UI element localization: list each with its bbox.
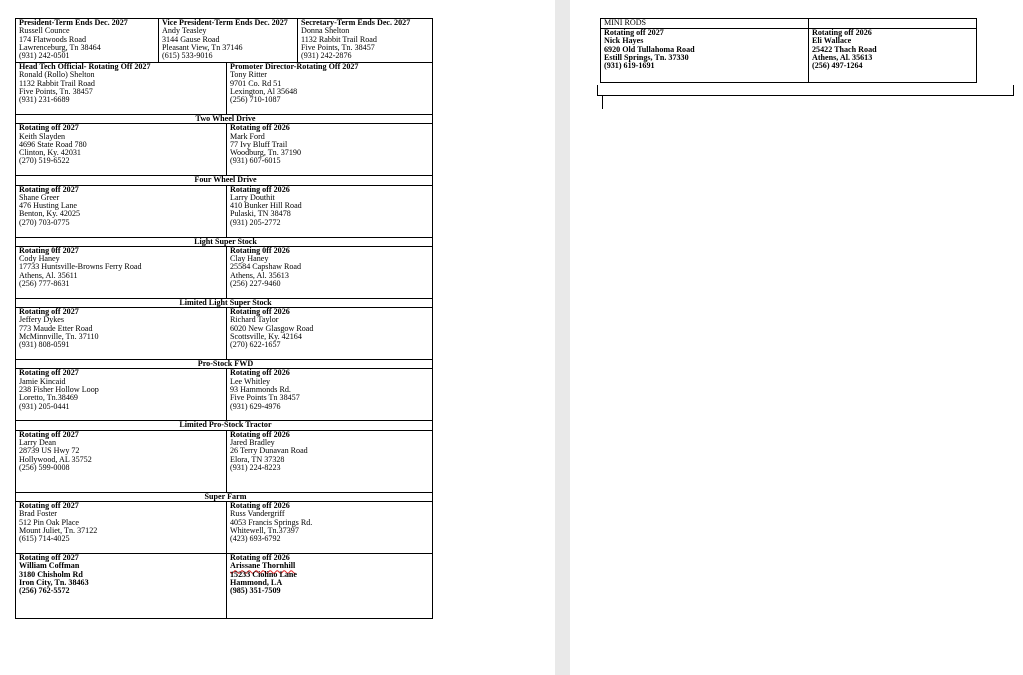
extra-left-title: Rotating off 2027 [19,553,79,563]
contact-name: Jared Bradley [230,438,275,448]
contact-name: Larry Dean [19,438,57,448]
contact-address: 410 Bunker Hill Road [230,201,302,211]
section-heading[interactable]: Super Farm [16,492,433,501]
extra-left-cell[interactable] [16,554,227,619]
contact-city: Hollywood, AL 35752 [19,454,92,464]
mini-rods-header-row [601,19,977,29]
contact-name: Clay Haney [230,254,269,264]
extra-right-cell[interactable] [227,554,433,619]
contact-city: Five Points Tn 38457 [230,393,300,403]
extra-contact-row [16,554,433,619]
contact-address: 28739 US Hwy 72 [19,446,80,456]
contact-address: 77 Ivy Bluff Trail [230,139,288,149]
contact-city: Loretto, Tn.38469 [19,393,78,403]
contact-phone: (256) 599-0008 [19,462,70,472]
section-right-cell[interactable] [227,502,433,554]
contact-city: Elora, TN 37328 [230,454,285,464]
rotation-title: Rotating off 2026 [230,307,290,317]
promoter-cell[interactable] [227,63,433,115]
section-left-cell[interactable] [16,246,227,298]
contact-name: Richard Taylor [230,315,279,325]
page-gap [555,0,570,675]
contact-name: Jeffery Dykes [19,315,65,325]
contact-phone: (931) 224-8223 [230,462,281,472]
extra-right-city: Hammond, LA [230,577,283,587]
promoter-city: Lexington, Al 35648 [230,86,298,96]
rotation-title: Rotating off 2027 [19,307,79,317]
contact-city: Athens, Al. 35611 [19,270,78,280]
contact-city: McMinnville, Tn. 37110 [19,332,99,342]
section-right-cell[interactable] [227,246,433,298]
secretary-title: Secretary-Term Ends Dec. 2027 [301,18,411,27]
mini-right-address: 25422 Thach Road [812,44,877,54]
mini-left-title: Rotating off 2027 [604,28,664,37]
contact-address: 476 Husting Lane [19,201,77,211]
contact-address: 17733 Huntsville-Browns Ferry Road [19,262,142,272]
president-address: 174 Flatwoods Road [19,34,86,44]
mini-right-title: Rotating off 2026 [812,28,872,37]
rotation-title: Rotating off 2027 [19,501,79,511]
promoter-phone: (256) 710-1087 [230,95,281,105]
contact-name: Keith Slayden [19,131,66,141]
section-contact-row [16,124,433,176]
section-heading[interactable]: Pro-Stock FWD [16,360,433,369]
contact-phone: (931) 607-6015 [230,156,281,166]
contact-name: Jamie Kincaid [19,376,66,386]
contact-name: Mark Ford [230,131,265,141]
contact-city: Scottsville, Ky. 42164 [230,332,302,342]
contact-address: 4696 State Road 780 [19,139,87,149]
vice-president-city: Pleasant View, Tn 37146 [162,42,243,52]
contact-address: 773 Maude Etter Road [19,323,93,333]
text-cursor [602,96,603,109]
president-city: Lawrenceburg, Tn 38464 [19,42,101,52]
section-left-cell[interactable] [16,124,227,176]
section-left-cell[interactable] [16,502,227,554]
secretary-address: 1132 Rabbit Trail Road [301,34,377,44]
section-heading[interactable]: Light Super Stock [16,237,433,246]
contact-city: Athens, Al. 35613 [230,270,289,280]
section-contact-row [16,369,433,421]
contact-name: Larry Douthit [230,192,275,202]
rotation-title: Rotating off 2027 [19,185,79,194]
section-contact-row [16,185,433,237]
section-contact-row [16,308,433,360]
contact-phone: (270) 519-6522 [19,156,70,166]
vice-president-cell[interactable] [159,19,298,63]
contact-address: 238 Fisher Hollow Loop [19,385,99,395]
officers-row [16,19,433,63]
contact-phone: (615) 714-4025 [19,534,70,544]
extra-left-address: 3180 Chisholm Rd [19,569,83,579]
contact-phone: (270) 703-0775 [19,217,70,227]
president-cell[interactable] [16,19,159,63]
president-title: President-Term Ends Dec. 2027 [19,18,128,27]
contact-name: Brad Foster [19,509,57,519]
mini-rods-row [601,29,977,83]
contact-name: Shane Greer [19,192,60,202]
extra-right-name: Arissane Thornhill [230,561,296,571]
vice-president-address: 3144 Gause Road [162,34,220,44]
head-tech-address: 1132 Rabbit Trail Road [19,78,95,88]
section-header-row [16,421,433,430]
section-right-cell[interactable] [227,369,433,421]
contact-city: Clinton, Ky. 42031 [19,148,81,158]
rotation-title: Rotating 0ff 2026 [230,246,290,255]
rotation-title: Rotating off 2026 [230,501,290,511]
vice-president-name: Andy Teasley [162,26,207,36]
contact-phone: (423) 693-6792 [230,534,281,544]
officers-table [15,18,433,619]
section-heading[interactable]: Limited Light Super Stock [16,298,433,307]
president-phone: (931) 242-0501 [19,51,70,61]
section-heading[interactable]: Two Wheel Drive [16,115,433,124]
contact-city: Benton, Ky. 42025 [19,209,81,219]
section-left-cell[interactable] [16,430,227,492]
section-right-cell[interactable] [227,430,433,492]
vice-president-title: Vice President-Term Ends Dec. 2027 [162,18,288,27]
rotation-title: Rotating off 2027 [19,430,79,439]
contact-address: 25584 Capshaw Road [230,262,302,272]
extra-right-title: Rotating off 2026 [230,553,290,563]
mini-rods-table [600,18,977,83]
mini-left-city: Estill Springs, Tn. 37330 [604,52,689,62]
head-tech-cell[interactable] [16,63,227,115]
mini-right-city: Athens, Al. 35613 [812,52,873,62]
promoter-name: Tony Ritter [230,70,267,80]
section-header-row [16,492,433,501]
contact-name: Russ Vandergriff [230,509,285,519]
section-contact-row [16,430,433,492]
section-left-cell[interactable] [16,369,227,421]
rotation-title: Rotating off 2026 [230,185,290,194]
section-header-row [16,176,433,185]
contact-phone: (931) 629-4976 [230,401,281,411]
contact-name: Lee Whitley [230,376,271,386]
contact-address: 26 Terry Dunavan Road [230,446,308,456]
contact-address: 512 Pin Oak Place [19,517,80,527]
contact-name: Cody Haney [19,254,60,264]
extra-left-city: Iron City, Tn. 38463 [19,577,89,587]
rotation-title: Rotating off 2027 [19,368,79,378]
rotation-title: Rotating off 2026 [230,368,290,378]
head-tech-phone: (931) 231-6689 [19,95,70,105]
section-header-row [16,115,433,124]
mini-rods-right-cell[interactable] [809,29,977,83]
section-heading[interactable]: Four Wheel Drive [16,176,433,185]
mini-rods-header-blank[interactable] [809,19,977,29]
section-header-row [16,237,433,246]
contact-address: 6020 New Glasgow Road [230,323,314,333]
contact-city: Whitewell, Tn.37397 [230,525,299,535]
extra-right-address: 15233 Ciolino Lane [230,569,298,579]
head-tech-name: Ronald (Rollo) Shelton [19,70,95,80]
section-contact-row [16,502,433,554]
mini-left-name: Nick Hayes [604,36,644,46]
contact-phone: (256) 777-8631 [19,279,70,289]
extra-left-phone: (256) 762-5572 [19,586,70,596]
extra-left-name: William Coffman [19,561,80,571]
contact-city: Mount Juliet, Tn. 37122 [19,525,98,535]
class-sections [16,115,433,554]
section-right-cell[interactable] [227,308,433,360]
head-tech-city: Five Points, Tn. 38457 [19,86,93,96]
secretary-phone: (931) 242-2876 [301,51,352,61]
rotation-title: Rotating off 2027 [19,123,79,133]
extra-right-phone: (985) 351-7509 [230,586,281,596]
section-left-cell[interactable] [16,185,227,237]
rotation-title: Rotating off 2026 [230,123,290,133]
head-tech-title: Head Tech Official- Rotating Off 2027 [19,62,151,71]
promoter-title: Promoter Director-Rotating Off 2027 [230,62,359,71]
contact-phone: (931) 808-0591 [19,340,70,350]
promoter-address: 9701 Co. Rd 51 [230,78,282,88]
mini-rods-header[interactable]: MINI RODS [601,19,809,29]
contact-phone: (931) 205-2772 [230,217,281,227]
section-left-cell[interactable] [16,308,227,360]
rotation-title: Rotating 0ff 2027 [19,246,79,255]
mini-right-phone: (256) 497-1264 [812,61,863,71]
contact-phone: (931) 205-0441 [19,401,70,411]
section-heading[interactable]: Limited Pro-Stock Tractor [16,421,433,430]
mini-left-phone: (931) 619-1691 [604,61,655,71]
contact-address: 93 Hammonds Rd. [230,385,291,395]
contact-phone: (270) 622-1657 [230,340,281,350]
vice-president-phone: (615) 533-9016 [162,51,213,61]
contact-city: Pulaski, TN 38478 [230,209,291,219]
secretary-name: Donna Shelton [301,26,350,36]
rotation-title: Rotating off 2026 [230,430,290,439]
document-page-2 [570,0,1023,675]
secretary-cell[interactable] [298,19,433,63]
contact-phone: (256) 227-9460 [230,279,281,289]
section-right-cell[interactable] [227,185,433,237]
empty-table-row[interactable] [597,85,1014,96]
director-row [16,63,433,115]
mini-rods-left-cell[interactable] [601,29,809,83]
section-header-row [16,360,433,369]
mini-right-name: Eli Wallace [812,36,852,46]
section-header-row [16,298,433,307]
secretary-city: Five Points, Tn. 38457 [301,42,375,52]
president-name: Russell Counce [19,26,70,36]
contact-city: Woodburg, Tn. 37190 [230,148,301,158]
mini-left-address: 6920 Old Tullahoma Road [604,44,695,54]
contact-address: 4053 Francis Springs Rd. [230,517,313,527]
section-right-cell[interactable] [227,124,433,176]
section-contact-row [16,246,433,298]
